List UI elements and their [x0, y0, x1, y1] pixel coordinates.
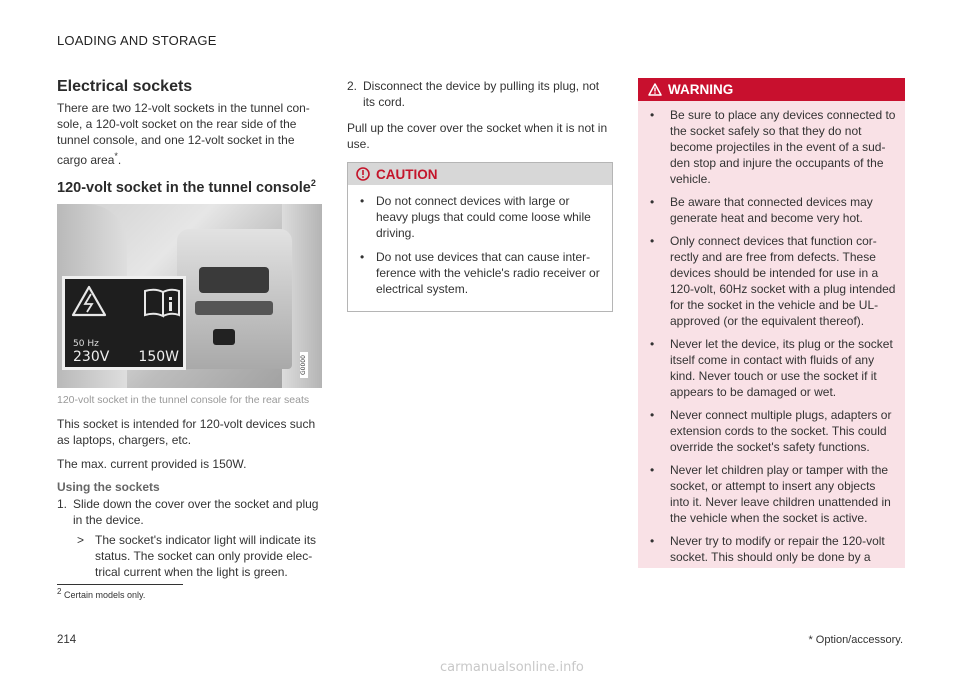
warning-item-text: Never connect multiple plugs, adapters or extension cords to the socket. This could override the socket's safety functions. [670, 408, 892, 454]
caution-box [347, 162, 613, 312]
warning-body [638, 101, 905, 565]
paragraph-max-current: The max. current provided is 150W. [57, 456, 247, 471]
step-1-result [77, 532, 322, 580]
socket-photo [57, 204, 322, 388]
warning-item [646, 533, 897, 565]
footnote [57, 587, 145, 600]
caution-title: CAUTION [376, 166, 438, 182]
page-number: 214 [57, 634, 77, 646]
intro-text: There are two 12-volt sockets in the tunnel con-sole, a 120-volt socket on the rear side of the tunnel console, and one 12-volt socket in the cargo area [57, 101, 310, 167]
footnote-marker: 2 [57, 587, 62, 596]
socket-label-callout [62, 276, 186, 370]
bullet: • [360, 250, 365, 264]
step-2-number: 2. [347, 79, 358, 93]
warning-item [646, 194, 897, 226]
air-vents [195, 301, 273, 315]
section-header: LOADING AND STORAGE [57, 33, 217, 48]
steps-list [57, 496, 322, 528]
caution-body [348, 185, 612, 311]
socket [213, 329, 235, 345]
warning-item-text: Be sure to place any devices connected to the socket safely so that they do not become projectiles in the event of a sud-den stop and injure the occupants of the vehicle. [670, 108, 896, 186]
warning-triangle-icon [648, 83, 662, 96]
step-1 [57, 496, 322, 528]
bullet: • [650, 337, 655, 351]
watermark: carmanualsonline.info [440, 660, 584, 675]
column-1 [57, 78, 322, 580]
step-1-text: Slide down the cover over the socket and plug in the device. [73, 496, 319, 527]
using-sockets-heading: Using the sockets [57, 479, 160, 494]
step-1-number: 1. [57, 496, 68, 511]
footnote-text: Certain models only. [63, 590, 146, 600]
callout-voltage: 230V [73, 348, 110, 365]
warning-item [646, 462, 897, 526]
footnote-rule [57, 584, 183, 585]
warning-item [646, 233, 897, 329]
warning-item-text: Be aware that connected devices may generate heat and become very hot. [670, 195, 873, 225]
paragraph-intended-use: This socket is intended for 120-volt devices such as laptops, chargers, etc. [57, 416, 316, 447]
option-star: * [114, 151, 118, 161]
page-title: Electrical sockets [57, 78, 193, 95]
steps-list-continued [347, 78, 613, 110]
callout-frequency: 50 Hz [73, 338, 99, 349]
caution-item-text: Do not connect devices with large or heavy plugs that could come loose while driving. [376, 194, 591, 240]
warning-header [638, 78, 905, 101]
caution-item [356, 193, 604, 241]
bullet: • [650, 408, 655, 422]
result-marker: > [77, 532, 85, 547]
callout-wattage: 150W [138, 348, 179, 365]
bullet: • [650, 195, 655, 209]
climate-panel [199, 267, 269, 293]
option-accessory-note: * Option/accessory. [808, 634, 903, 646]
footnote-ref: 2 [310, 178, 316, 188]
warning-item-text: Never let the device, its plug or the socket itself come in contact with fluids of any kind. Never touch or use the socket if it appears to be damaged or wet. [670, 337, 893, 399]
bullet: • [650, 463, 655, 477]
intro-paragraph [57, 100, 322, 168]
bullet: • [650, 108, 655, 122]
paragraph-cover: Pull up the cover over the socket when it is not in use. [347, 121, 608, 151]
bullet: • [650, 534, 655, 548]
warning-item-text: Never let children play or tamper with the socket, or attempt to insert any objects into it. Never leave children unattended in the vehicle when the socket is active. [670, 463, 891, 525]
column-3 [638, 78, 905, 568]
caution-item-text: Do not use devices that can cause inter-ference with the vehicle's radio receiver or electrical system. [376, 250, 600, 296]
warning-item [646, 407, 897, 455]
tunnel-console [177, 229, 292, 369]
warning-triangle-icon [73, 287, 105, 315]
intro-end: . [117, 153, 122, 167]
step-2 [347, 78, 613, 110]
subtitle-120v [57, 178, 322, 196]
column-2 [347, 78, 613, 312]
warning-box [638, 78, 905, 568]
warning-item [646, 336, 897, 400]
subtitle-text: 120-volt socket in the tunnel console [57, 179, 311, 196]
caution-icon [356, 167, 370, 181]
bullet: • [360, 194, 365, 208]
warning-title: WARNING [668, 82, 734, 97]
warning-item [646, 107, 897, 187]
caution-header [348, 163, 612, 185]
warning-item-text: Only connect devices that function cor-rectly and are free from defects. These devices should be intended for use in a 120-volt, 60Hz socket with a plug intended for the socket in the vehicle and be UL-approved (or the equivalent thereof). [670, 234, 896, 328]
image-reference-code: G0000 [300, 352, 308, 378]
caution-item [356, 249, 604, 297]
warning-item-text: Never try to modify or repair the 120-volt socket. This should only be done by a [670, 534, 885, 564]
result-text: The socket's indicator light will indicate its status. The socket can only provide elec-trical current when the light is green. [95, 532, 317, 579]
step-2-text: Disconnect the device by pulling its plug, not its cord. [363, 79, 600, 109]
manual-book-icon [145, 290, 179, 316]
bullet: • [650, 234, 655, 248]
image-caption: 120-volt socket in the tunnel console for the rear seats [57, 393, 310, 406]
